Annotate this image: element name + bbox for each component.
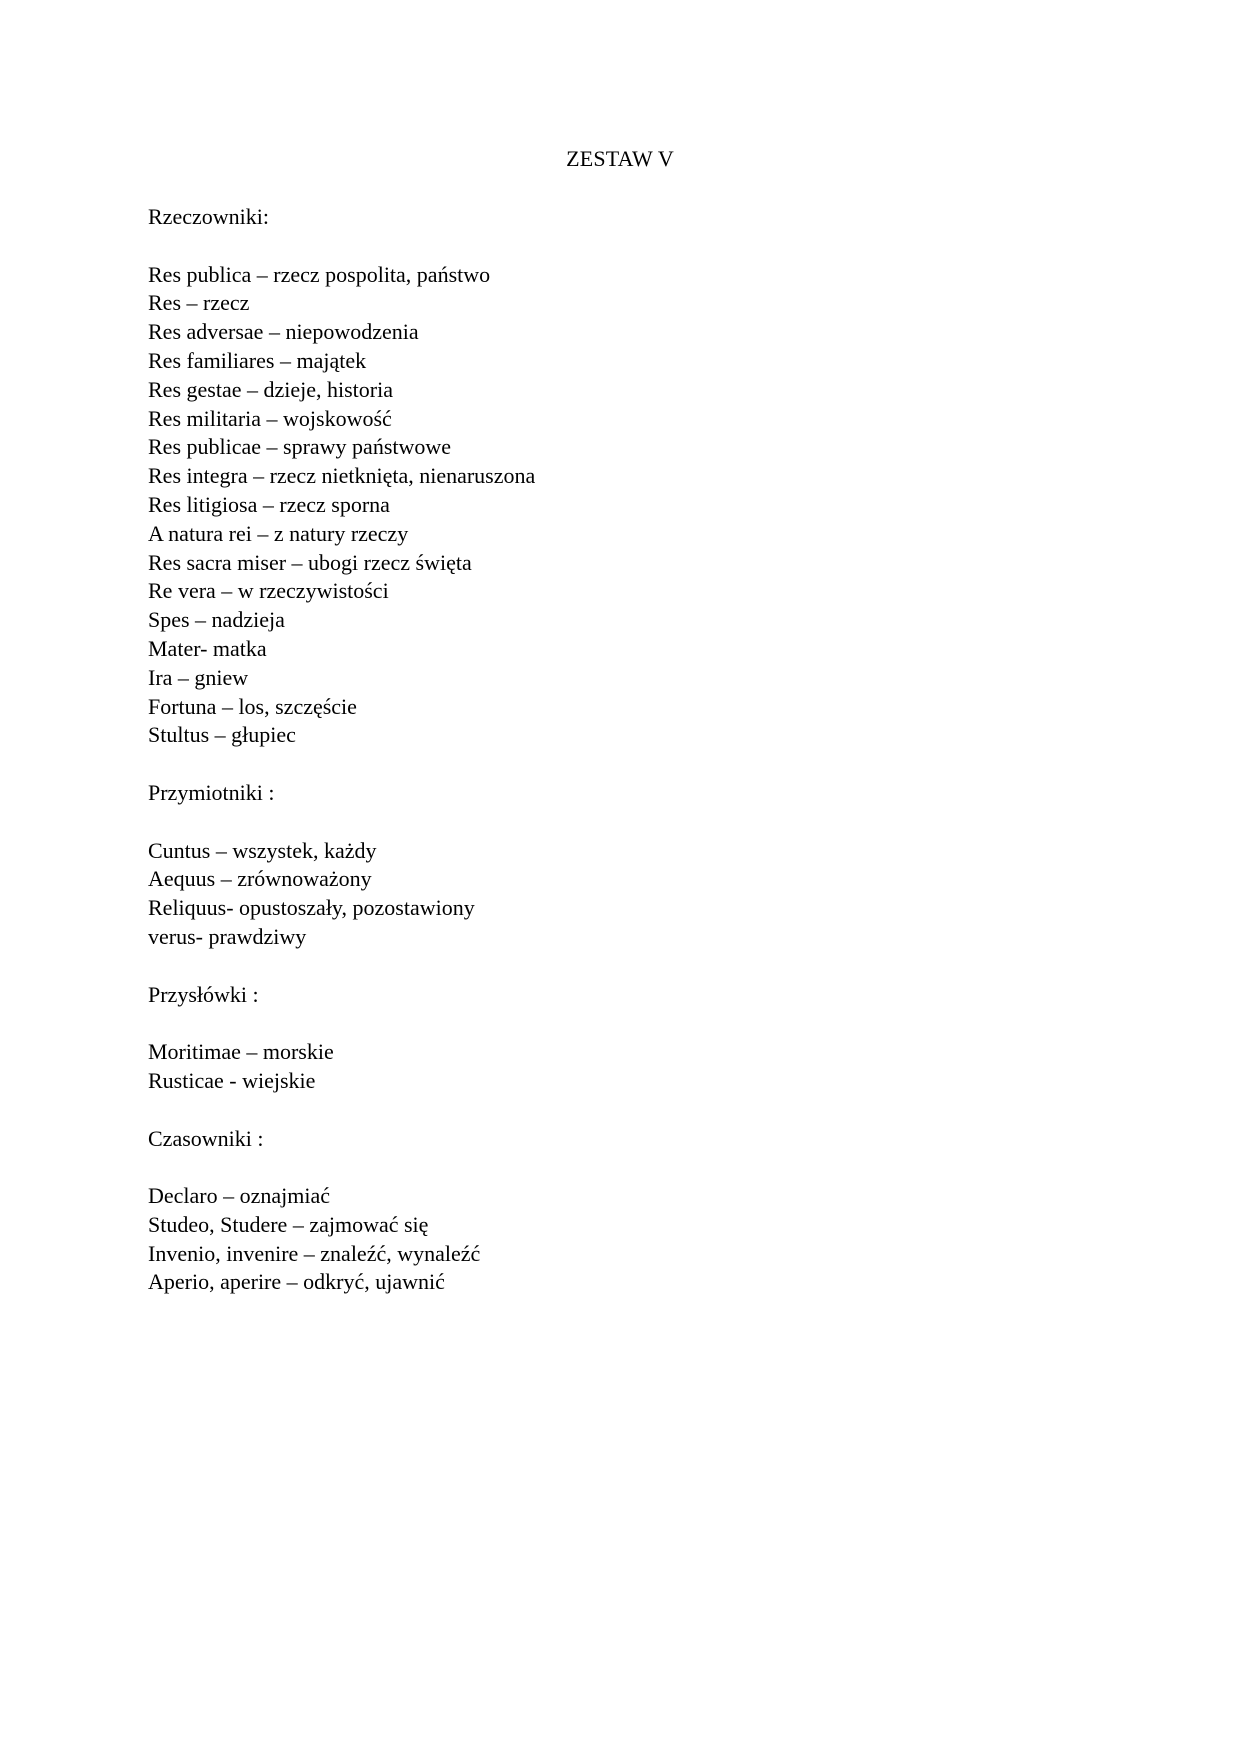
vocab-entry: Spes – nadzieja [148,607,285,633]
vocab-entry: Aequus – zrównoważony [148,866,372,892]
entry-list [148,261,1128,751]
vocab-entry: Fortuna – los, szczęście [148,693,357,719]
vocab-entry: Invenio, invenire – znaleźć, wynaleźć [148,1240,481,1266]
vocab-entry: Re vera – w rzeczywistości [148,578,389,604]
section-heading: Rzeczowniki: [148,204,269,229]
document-content [148,203,1128,1326]
vocab-entry: Res militaria – wojskowość [148,405,392,431]
vocab-entry: Ira – gniew [148,664,249,690]
document-title: ZESTAW V [566,146,674,171]
vocab-entry: Stultus – głupiec [148,722,296,748]
vocab-entry: Cuntus – wszystek, każdy [148,837,377,863]
vocab-entry: Res integra – rzecz nietknięta, nienaruszona [148,463,536,489]
vocab-entry: Res familiares – majątek [148,347,367,373]
vocab-entry: Res gestae – dzieje, historia [148,376,393,402]
vocab-entry: Reliquus- opustoszały, pozostawiony [148,895,475,921]
vocab-entry: Res litigiosa – rzecz sporna [148,491,390,517]
entry-list [148,1182,1128,1297]
vocab-entry: Res – rzecz [148,290,250,316]
vocab-entry: Declaro – oznajmiać [148,1183,331,1209]
vocab-entry: Studeo, Studere – zajmować się [148,1211,429,1237]
vocab-entry: Mater- matka [148,635,267,661]
section-adverbs [148,981,1128,1096]
vocab-entry: verus- prawdziwy [148,923,307,949]
vocab-entry: Res publicae – sprawy państwowe [148,434,452,460]
vocab-entry: Rusticae - wiejskie [148,1067,316,1093]
entry-list [148,1038,1128,1096]
vocab-entry: Moritimae – morskie [148,1039,334,1065]
vocab-entry: Res adversae – niepowodzenia [148,319,419,345]
vocab-entry: A natura rei – z natury rzeczy [148,520,409,546]
section-nouns [148,203,1128,750]
section-verbs [148,1125,1128,1298]
vocab-entry: Res sacra miser – ubogi rzecz święta [148,549,472,575]
entry-list [148,837,1128,952]
section-heading: Przymiotniki : [148,779,275,805]
section-heading: Czasowniki : [148,1125,264,1151]
vocab-entry: Res publica – rzecz pospolita, państwo [148,261,491,287]
section-adjectives [148,779,1128,952]
section-heading: Przysłówki : [148,981,259,1007]
vocab-entry: Aperio, aperire – odkryć, ujawnić [148,1269,445,1295]
